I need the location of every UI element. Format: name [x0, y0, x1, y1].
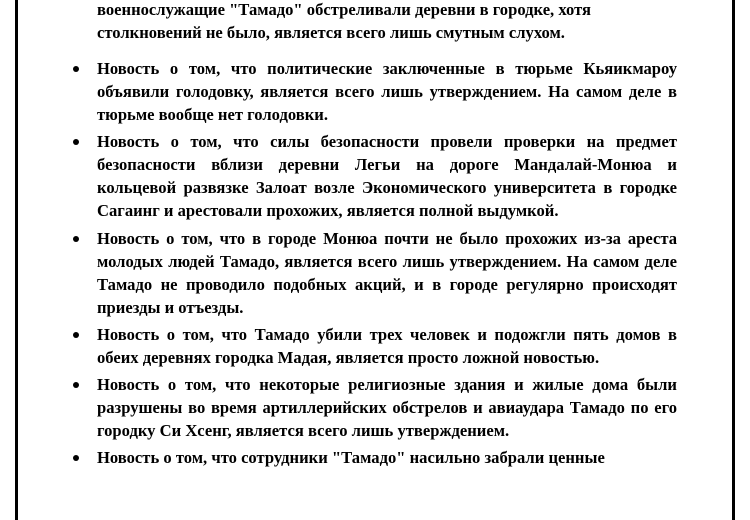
list-item — [0, 446, 677, 469]
list-item-text: Новость о том, что сотрудники "Тамадо" насильно забрали ценные — [97, 448, 605, 468]
bullet-icon — [73, 139, 79, 145]
list-item-text: Новость о том, что в городе Монюа почти не было прохожих из-за ареста молодых людей Тамадо, является всего лишь утверждением. На самом деле Тамадо не проводило подобных акций, и в городе регулярно происходят приезды и отъезды. — [97, 228, 677, 317]
bullet-icon — [73, 382, 79, 388]
bullet-icon — [73, 332, 79, 338]
list-item-text: Новость о том, что некоторые религиозные здания и жилые дома были разрушены во время артиллерийских обстрелов и авиаудара Тамадо по его городку Си Хсенг, является всего лишь утверждением. — [97, 375, 677, 441]
bullet-list — [0, 57, 750, 474]
list-item-text: Новость о том, что Тамадо убили трех человек и подожгли пять домов в обеих деревнях городка Мадая, является просто ложной новостью. — [97, 324, 677, 367]
list-item-text: Новость о том, что политические заключенные в тюрьме Кьяикмароу объявили голодовку, является всего лишь утверждением. На самом деле в тюрьме вообще нет голодовки. — [97, 59, 677, 124]
bullet-icon — [73, 66, 79, 72]
bullet-icon — [73, 236, 79, 242]
continuation-line-2: столкновений не было, является всего лишь смутным слухом. — [97, 23, 565, 42]
list-item — [0, 227, 677, 319]
bullet-icon — [73, 455, 79, 461]
list-item — [0, 323, 677, 369]
list-item — [0, 373, 677, 442]
continuation-line-1: военнослужащие "Тамадо" обстреливали деревни в городке, хотя — [97, 0, 592, 19]
list-item-text: Новость о том, что силы безопасности провели проверки на предмет безопасности вблизи деревни Легьи на дороге Мандалай-Монюа и кольцевой развязке Залоат возле Экономического университета в городке Сагаинг и арестовали прохожих, является полной выдумкой. — [97, 132, 677, 221]
list-item — [0, 57, 677, 126]
list-item — [0, 130, 677, 222]
